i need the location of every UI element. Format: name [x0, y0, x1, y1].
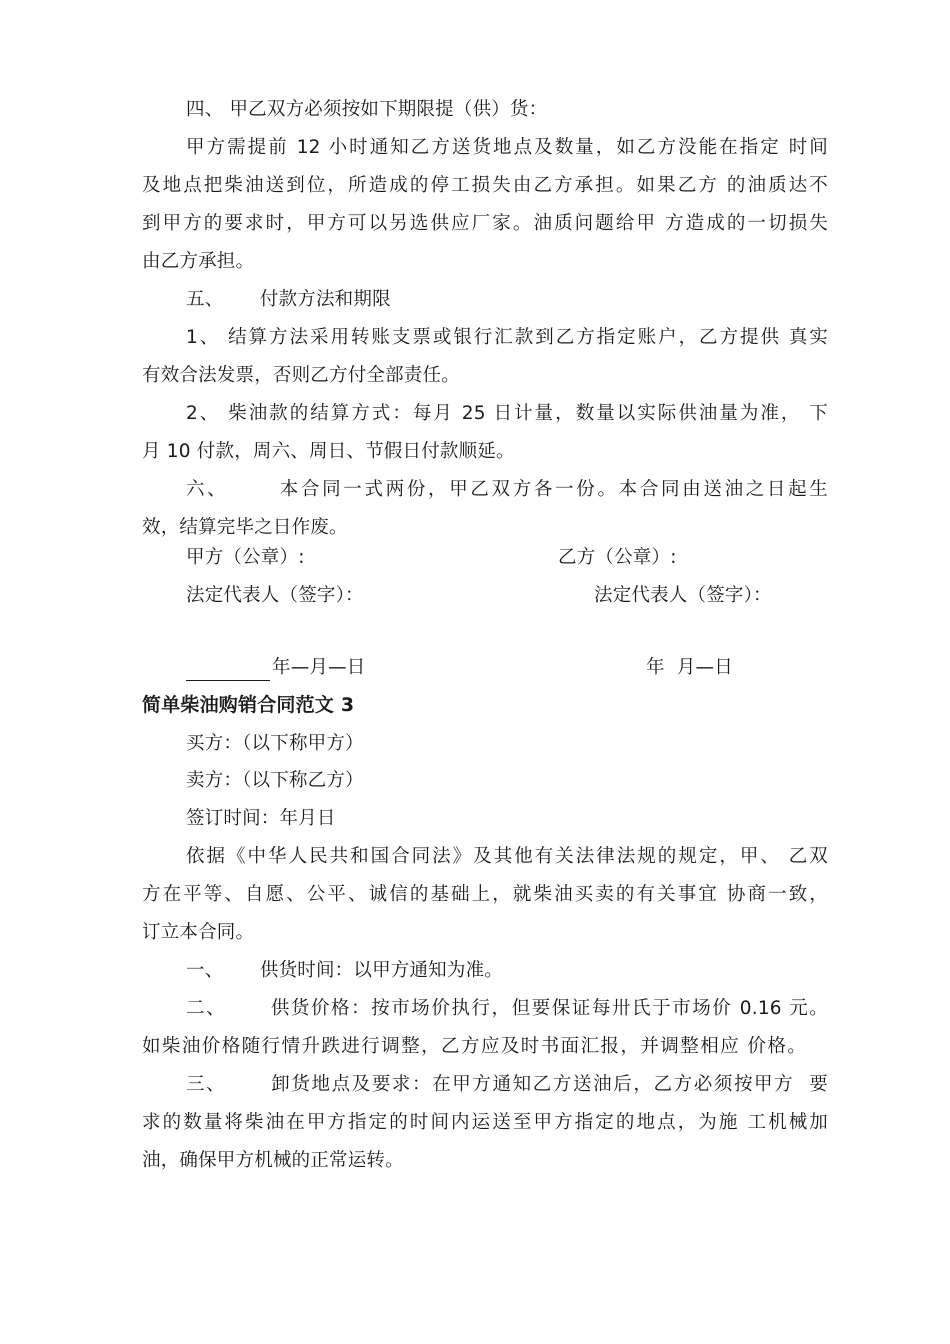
paragraph-line: 如柴油价格随行情升跌进行调整，乙方应及时书面汇报，并调整相应 价格。: [142, 1036, 806, 1057]
paragraph-line: 由乙方承担。: [142, 251, 255, 272]
buyer-line: 买方：（以下称甲方）: [186, 733, 364, 754]
paragraph-line: 方在平等、自愿、公平、诚信的基础上，就柴油买卖的有关事宜 协商一致，: [142, 884, 828, 905]
paragraph-line: 月 10 付款，周六、周日、节假日付款顺延。: [142, 441, 515, 462]
paragraph-line: 求的数量将柴油在甲方指定的时间内运送至甲方指定的地点，为施 工机械加: [142, 1112, 828, 1133]
seller-line: 卖方：（以下称乙方）: [186, 770, 364, 791]
document-title: 简单柴油购销合同范文 3: [142, 694, 355, 716]
party-b-seal-label: 乙方（公章）:: [558, 547, 677, 568]
paragraph-line: 1、 结算方法采用转账支票或银行汇款到乙方指定账户，乙方提供 真实: [186, 327, 828, 348]
date-right: 年 月—日: [646, 657, 733, 678]
party-b-representative-label: 法定代表人（签字）：: [594, 585, 772, 606]
paragraph-line: 三、 卸货地点及要求：在甲方通知乙方送油后，乙方必须按甲方 要: [186, 1074, 828, 1095]
paragraph-line: 有效合法发票，否则乙方付全部责任。: [142, 365, 460, 386]
sign-time-line: 签订时间：年月日: [186, 808, 336, 829]
paragraph-line: 油，确保甲方机械的正常运转。: [142, 1150, 404, 1171]
paragraph-line: 订立本合同。: [142, 922, 255, 943]
paragraph-line: 依据《中华人民共和国合同法》及其他有关法律法规的规定，甲、 乙双: [186, 846, 828, 867]
paragraph-line: 二、 供货价格：按市场价执行，但要保证每卅氏于市场价 0.16 元。: [186, 998, 828, 1019]
section-4-heading: 四、 甲乙双方必须按如下期限提（供）货：: [186, 99, 548, 120]
party-a-seal-label: 甲方（公章）:: [186, 547, 305, 568]
paragraph-line: 2、 柴油款的结算方式：每月 25 日计量，数量以实际供油量为准， 下: [186, 403, 828, 424]
signature-blank-line: [186, 660, 270, 681]
paragraph-line: 及地点把柴油送到位，所造成的停工损失由乙方承担。如果乙方 的油质达不: [142, 175, 828, 196]
clause-1: 一、 供货时间：以甲方通知为准。: [186, 960, 503, 981]
date-left: 年—月—日: [186, 655, 366, 681]
section-5-heading: 五、 付款方法和期限: [186, 289, 391, 310]
paragraph-line: 六、 本合同一式两份，甲乙双方各一份。本合同由送油之日起生: [186, 479, 828, 500]
paragraph-line: 效，结算完毕之日作废。: [142, 517, 348, 538]
party-a-representative-label: 法定代表人（签字）：: [186, 585, 364, 606]
paragraph-line: 甲方需提前 12 小时通知乙方送货地点及数量，如乙方没能在指定 时间: [186, 137, 828, 158]
paragraph-line: 到甲方的要求时，甲方可以另选供应厂家。油质问题给甲 方造成的一切损失: [142, 213, 828, 234]
